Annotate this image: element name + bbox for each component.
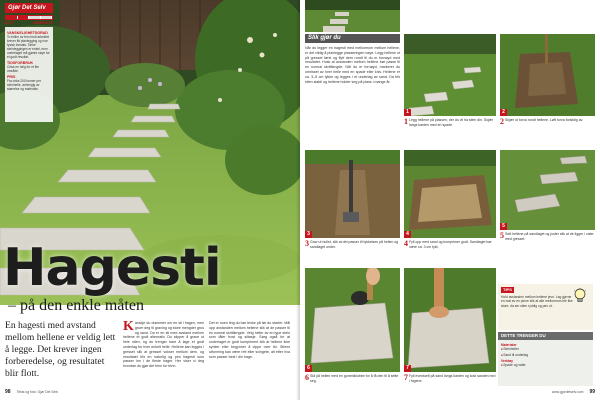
step-7-photo [404,268,496,372]
step-number: 6 [305,374,309,382]
lightbulb-icon [573,288,587,304]
difficulty-segment [29,16,41,19]
step-2-photo [500,34,595,116]
step-number: 4 [404,240,408,248]
materials-box [498,332,593,386]
step-description: Sett hellene på sandlaget og juster slik at de ligger i vater med gresset. [505,232,594,241]
step-number-badge: 4 [404,231,411,238]
materials-heading: DETTE TRENGER DU [498,332,593,340]
page-number: 98 [5,389,11,395]
step-description: Fyll opp med sand og komprimer godt. Sandlaget bør være ca. 3 cm tykt. [409,240,492,249]
step-5-text [500,232,595,256]
body-text: anskje du drømmer om en sti i hagen, men gruer deg til graving og store mengder grus og sand. Da er en sti med avstand mellom hellene et godt alternativ. Du slipper å grave ut hele stien, og du trenger bare å lage et godt underlag for hver enkelt helle. Hellene kan legges i gresset slik at gresset vokser mellom dem, og resultatet blir en naturlig og pen hagesti som passer inn i de fleste hager. Her viser vi deg hvordan du gjør det trinn for trinn. [123,321,204,369]
tools-subheading: Verktøy [501,358,513,363]
step-2-text [500,118,595,136]
footer-label: www.gjordetselv.com [551,390,584,394]
step-number: 5 [500,232,504,240]
step-6-photo [305,268,400,372]
step-3-photo [305,150,400,238]
intro-paragraph: En hagesti med avstand mellom hellene er veldig lett å legge. Det krever ingen forberedelse, og resultatet blir flott. [5,320,116,379]
body-text: Det er noen ting du bør tenke på før du starter. Mål opp avstanden mellom hellene slik at de passer til en normal skrittlengde. Velg heller av en type stein som tåler frost og slitasje. Sørg også for at underlaget er godt komprimert slik at hellene ikke synker eller begynner å vippe over tid. Stiens utforming kan være rett eller svingete, alt etter hva som passer best i din hage. [209,321,290,359]
difficulty-easy-label: LETT [5,21,14,25]
step-number-badge: 5 [500,223,507,230]
sidebar-text: Fra cirka 200 kroner per steinhelle, avhengig av størrelse og materiale. [7,79,42,91]
difficulty-segment [18,16,30,19]
page-footer [305,388,595,396]
sidebar-text: Cirka en helg for et lite område. [7,65,39,73]
photo-finished-path [305,0,400,32]
sidebar-heading: VANSKELIGHETSGRAD [7,31,48,35]
step-description: Grav ut hullet, slik at det passer til tykkelsen på hellen og sandlaget under. [310,240,399,249]
section-title: Slik gjør du [305,34,400,43]
info-sidebar [5,27,53,122]
footer-label: Tekst og foto: Gjør Det Selv [16,390,59,394]
step-number-badge: 7 [404,365,411,372]
sidebar-heading: TIDSFORBRUK [7,61,34,65]
body-column-2 [209,321,290,384]
step-number-badge: 1 [404,109,411,116]
body-column-1 [123,321,204,384]
tips-text: Hold avstanden mellom hellene jevn. Lag gjerne en mal av en pinne slik at alle mellomrom blir like store, da ser stien ryddig og pen ut. [501,295,573,308]
difficulty-scale [5,21,53,25]
step-description: Legg hellene på plassen, der du vil ha stien din. Skjær langs kanten med en spade. [409,118,494,127]
article-subheadline: – på den enkle måten [8,297,144,314]
difficulty-meter [5,15,53,20]
page-footer [5,388,295,396]
sidebar-text: To briller av fem fordi arbeidet krever litt planlegging og noe fysisk innsats. Selve steinleggingen er enkel, men underlaget må gjøres nøye for et godt resultat. [7,35,50,59]
materials-item: ■ Sand til underlag [501,353,590,358]
page-number: 99 [589,389,595,395]
drop-cap: K [123,321,134,334]
tips-box [498,284,593,330]
step-7-text [404,374,496,387]
step-number: 3 [305,240,309,248]
materials-subheading: Materialer [501,343,517,347]
step-4-photo [404,150,496,238]
step-description: Fyll eventuelt på sand langs kanten og kost sanden ned i fugene. [409,374,496,383]
step-number-badge: 6 [305,365,312,372]
step-1-text [404,118,496,136]
brand-tag: Gjør Det Selv [5,3,53,13]
step-description: Slå på hellen med en gummiklubbe for å få den til å sette seg. [310,374,399,383]
tips-label: TIPS [503,287,512,292]
step-4-text [404,240,496,264]
article-headline: Hagesti [3,238,221,298]
difficulty-hard-label: VANSKELIG [32,21,53,25]
step-number: 2 [500,118,504,126]
step-5-photo [500,150,595,230]
step-number: 1 [404,118,408,126]
lead-paragraph: Når du legger en hagesti med mellomrom mellom hellene, er det viktig å planlegge plasseringen nøye. Legg hellene ut på gresset først og flytt dem rundt til du er fornøyd med resultatet. Husk at avstanden mellom hellene bør passe til en normal skrittlengde. Når du er fornøyd, markerer du omrisset av hver helle med en spade eller kniv. Hellene er ca. 3–5 cm tykke og legges i et underlag av sand. Da blir stien stabil og hellene holder seg på plass i mange år. [305,46,400,84]
sidebar-heading: PRIS [7,75,16,79]
difficulty-segment [6,16,18,19]
step-number-badge: 2 [500,109,507,116]
step-3-text [305,240,400,264]
step-number: 7 [404,374,408,382]
step-1-photo [404,34,496,116]
tools-item: ■ Spade og vater [501,363,590,368]
materials-item: ■ Steinheller [501,347,590,352]
step-number-badge: 3 [305,231,312,238]
difficulty-segment [41,16,53,19]
step-description: Skjær ut torva rundt hellene. Løft torva forsiktig av. [505,118,584,122]
step-6-text [305,374,400,387]
right-page [300,0,600,400]
